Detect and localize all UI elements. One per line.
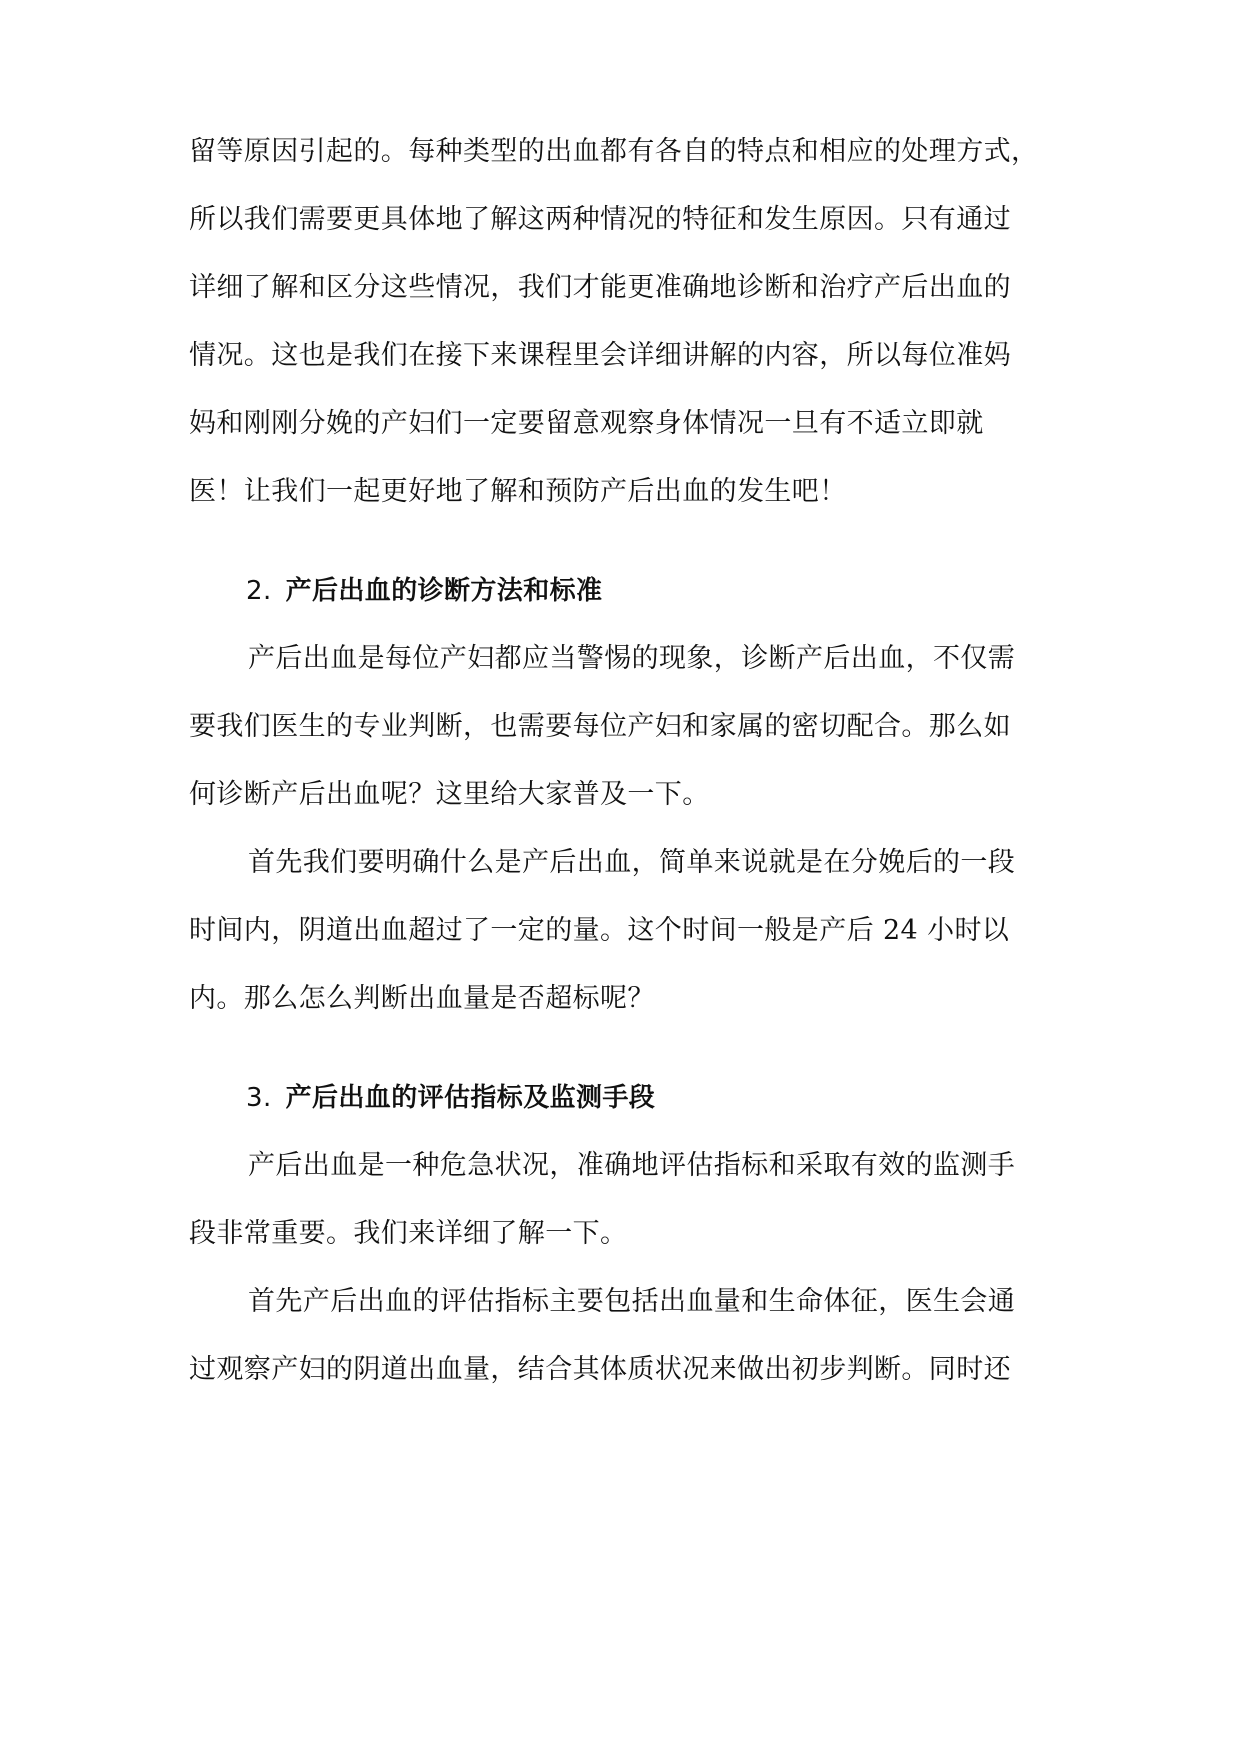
- paragraph-line: 时间内，阴道出血超过了一定的量。这个时间一般是产后 24 小时以: [189, 915, 1010, 946]
- section-number: 2.: [246, 576, 272, 606]
- paragraph-line: 产后出血是每位产妇都应当警惕的现象，诊断产后出血，不仅需: [248, 643, 1016, 674]
- paragraph-line: 妈和刚刚分娩的产妇们一定要留意观察身体情况一旦有不适立即就: [189, 408, 984, 439]
- paragraph-line: 过观察产妇的阴道出血量，结合其体质状况来做出初步判断。同时还: [189, 1354, 1011, 1385]
- section-number: 3.: [246, 1083, 272, 1113]
- paragraph-line: 所以我们需要更具体地了解这两种情况的特征和发生原因。只有通过: [189, 204, 1011, 235]
- paragraph-line: 何诊断产后出血呢？这里给大家普及一下。: [189, 779, 710, 810]
- paragraph-line: 内。那么怎么判断出血量是否超标呢？: [189, 983, 655, 1014]
- paragraph-line: 医！让我们一起更好地了解和预防产后出血的发生吧！: [189, 476, 847, 507]
- paragraph-line: 首先产后出血的评估指标主要包括出血量和生命体征，医生会通: [248, 1286, 1016, 1317]
- section-heading-2: [246, 574, 602, 608]
- paragraph-line: 产后出血是一种危急状况，准确地评估指标和采取有效的监测手: [248, 1150, 1016, 1181]
- paragraph-line: 详细了解和区分这些情况，我们才能更准确地诊断和治疗产后出血的: [189, 272, 1011, 303]
- section-title: 产后出血的评估指标及监测手段: [285, 1083, 656, 1113]
- section-heading-3: [246, 1081, 655, 1115]
- section-title: 产后出血的诊断方法和标准: [285, 576, 603, 606]
- paragraph-line: 要我们医生的专业判断，也需要每位产妇和家属的密切配合。那么如: [189, 711, 1011, 742]
- paragraph-line: 留等原因引起的。每种类型的出血都有各自的特点和相应的处理方式，: [189, 136, 1039, 167]
- paragraph-line: 段非常重要。我们来详细了解一下。: [189, 1218, 628, 1249]
- paragraph-line: 情况。这也是我们在接下来课程里会详细讲解的内容，所以每位准妈: [189, 340, 1011, 371]
- paragraph-line: 首先我们要明确什么是产后出血，简单来说就是在分娩后的一段: [248, 847, 1016, 878]
